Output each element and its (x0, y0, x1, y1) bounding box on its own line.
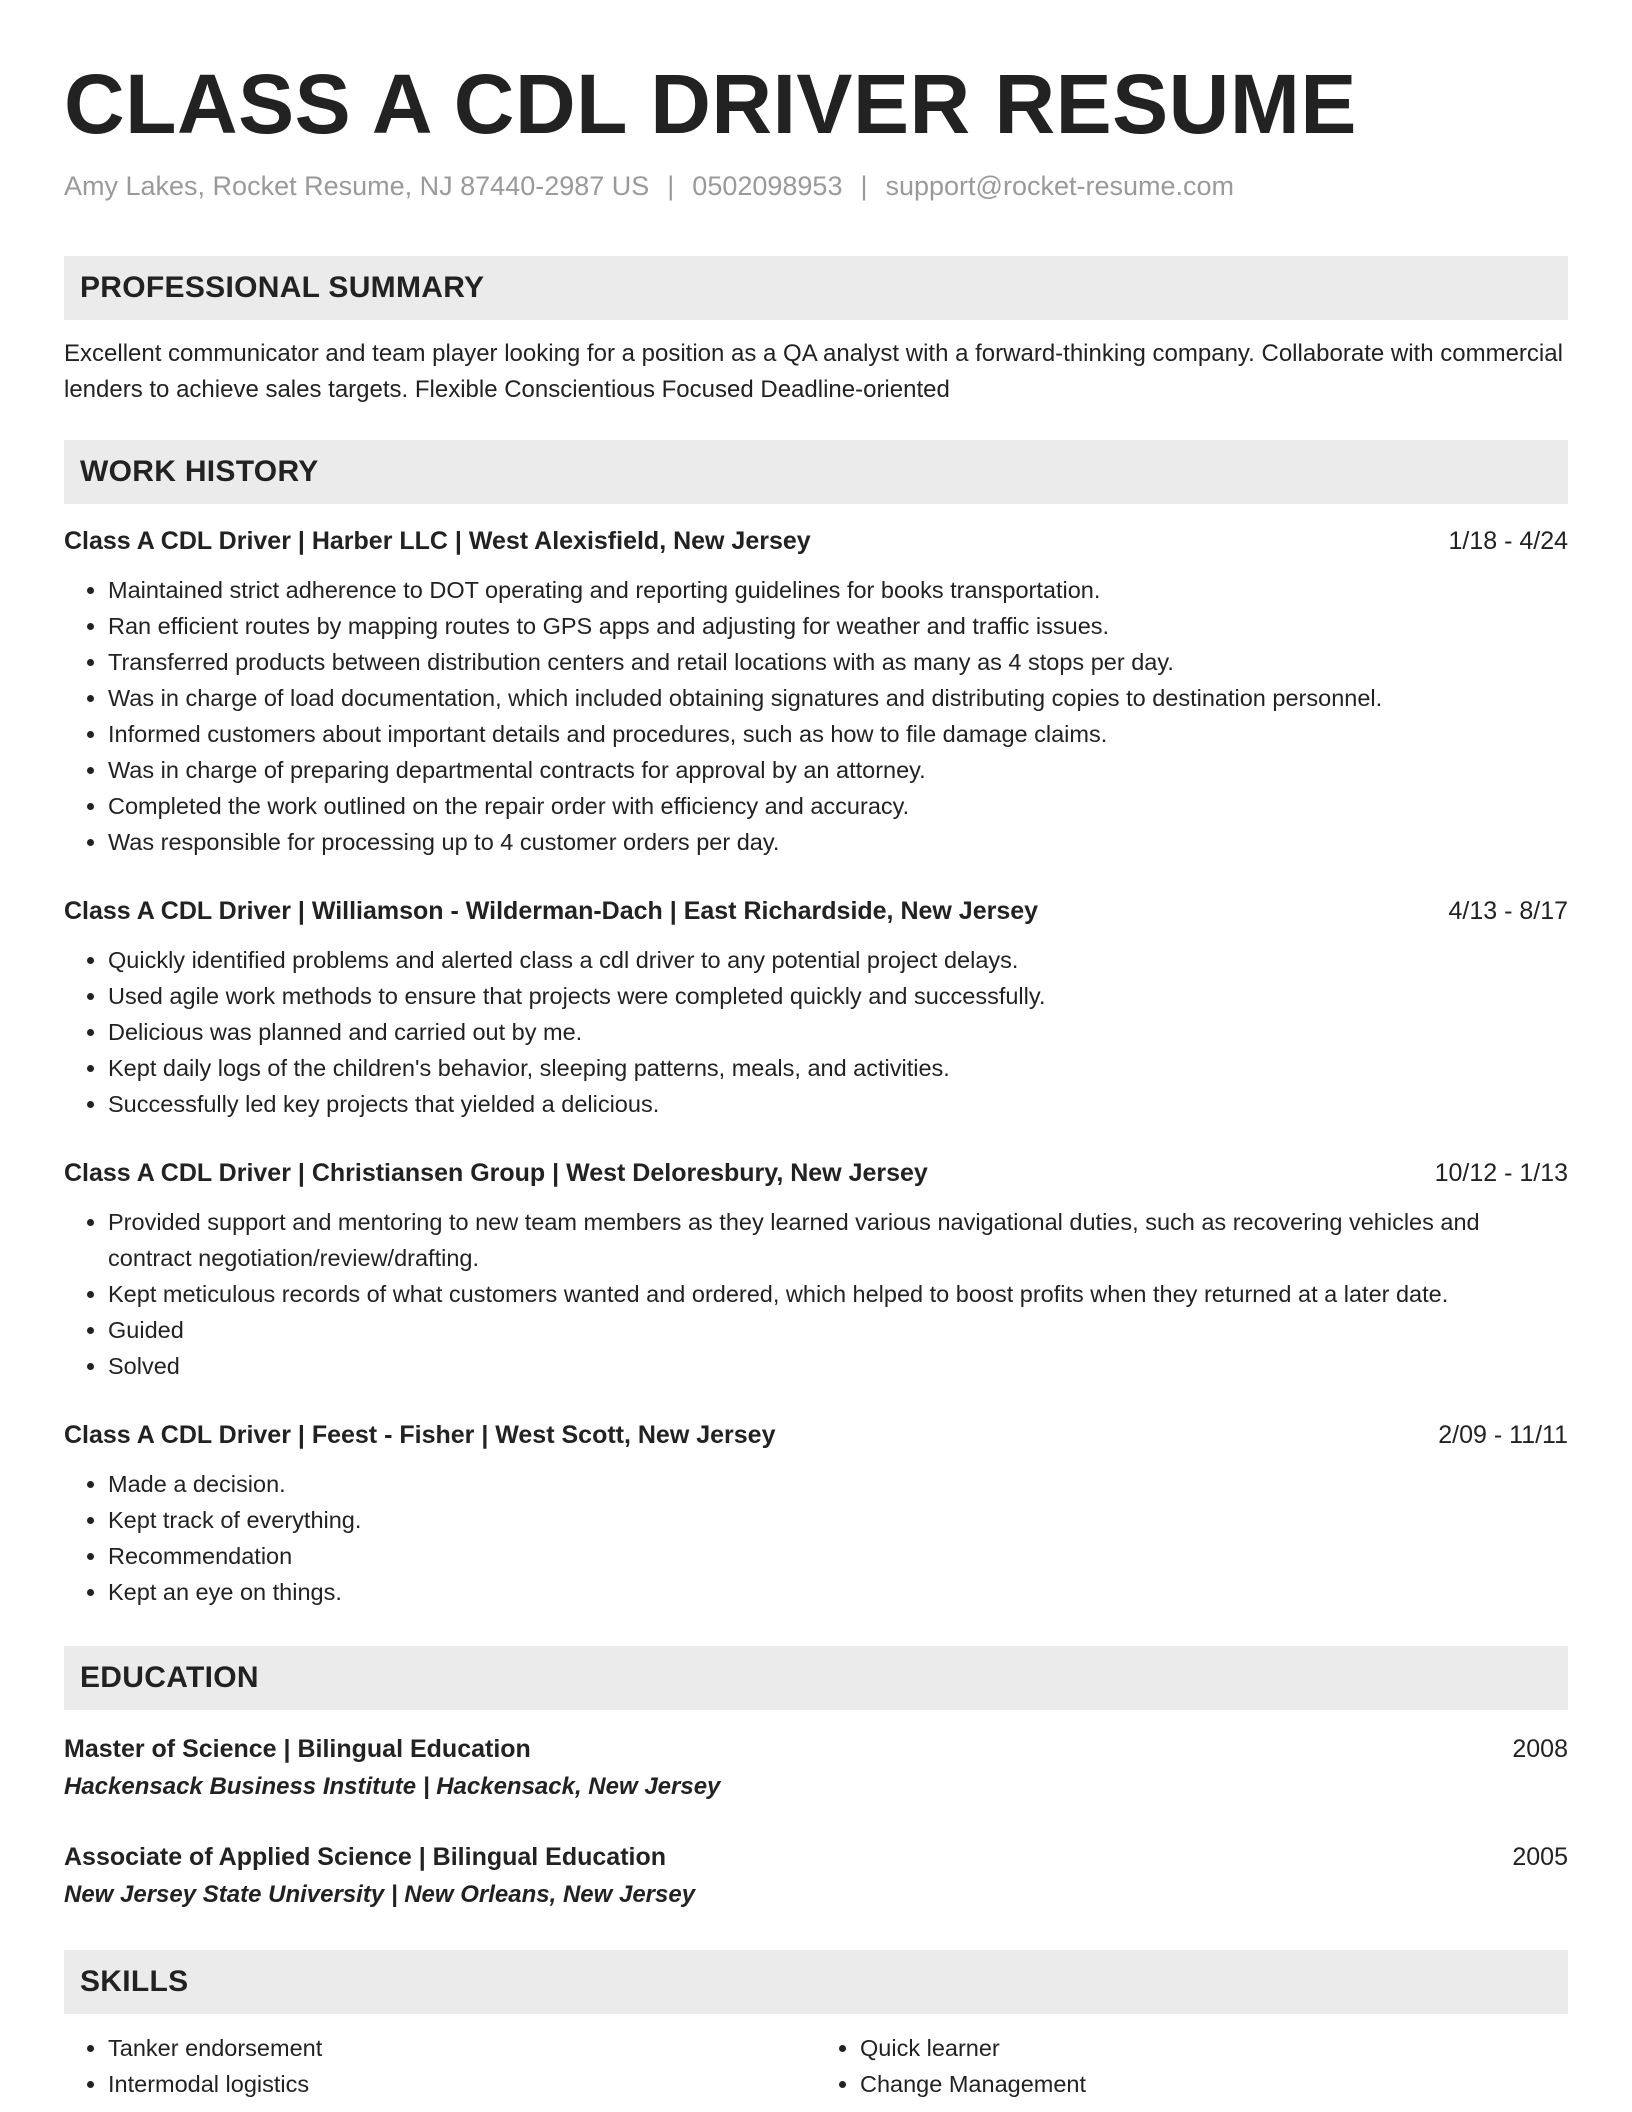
job-bullet: • Ran efficient routes by mapping routes to GPS apps and adjusting for weather and traffic issues. (108, 608, 1568, 644)
skill-item: • Quick learner (860, 2030, 1568, 2066)
skill-item: • Change Management (860, 2066, 1568, 2102)
job-entry (64, 894, 1568, 1122)
job-bullet: • Was in charge of preparing departmental contracts for approval by an attorney. (108, 752, 1568, 788)
job-dates: 10/12 - 1/13 (1434, 1159, 1568, 1187)
job-title-line: Class A CDL Driver | Feest - Fisher | West Scott, New Jersey (64, 1421, 776, 1449)
job-bullet: • Kept meticulous records of what customers wanted and ordered, which helped to boost profits when they returned at a later date. (108, 1276, 1568, 1312)
education-school: New Jersey State University | New Orleans, New Jersey (64, 1881, 696, 1908)
job-bullet: • Was in charge of load documentation, which included obtaining signatures and distributing copies to destination personnel. (108, 680, 1568, 716)
education-year: 2008 (1512, 1735, 1568, 1763)
job-bullet: • Completed the work outlined on the repair order with efficiency and accuracy. (108, 788, 1568, 824)
job-bullet: • Kept track of everything. (108, 1502, 1568, 1538)
job-bullet: • Guided (108, 1312, 1568, 1348)
skills-column-left (64, 2030, 816, 2102)
job-bullet: • Provided support and mentoring to new team members as they learned various navigational duties, such as recovering vehicles and contract negotiation/review/drafting. (108, 1204, 1568, 1276)
section-heading-summary: PROFESSIONAL SUMMARY (64, 256, 1568, 320)
job-bullet: • Informed customers about important details and procedures, such as how to file damage claims. (108, 716, 1568, 752)
skill-item: • Intermodal logistics (108, 2066, 816, 2102)
contact-phone: 0502098953 (692, 171, 843, 201)
education-entry (64, 1732, 1568, 1804)
job-bullet: • Successfully led key projects that yielded a delicious. (108, 1086, 1568, 1122)
job-dates: 1/18 - 4/24 (1448, 527, 1568, 555)
job-bullets (64, 1204, 1568, 1384)
section-heading-work-history: WORK HISTORY (64, 440, 1568, 504)
job-bullet: • Kept an eye on things. (108, 1574, 1568, 1610)
skill-item: • Tanker endorsement (108, 2030, 816, 2066)
section-heading-education: EDUCATION (64, 1646, 1568, 1710)
job-bullet: • Was responsible for processing up to 4 customer orders per day. (108, 824, 1568, 860)
contact-email: support@rocket-resume.com (885, 171, 1235, 201)
job-title-line: Class A CDL Driver | Williamson - Wilderman-Dach | East Richardside, New Jersey (64, 897, 1039, 925)
job-bullets (64, 572, 1568, 860)
contact-address: Amy Lakes, Rocket Resume, NJ 87440-2987 US (64, 171, 650, 201)
education-year: 2005 (1512, 1843, 1568, 1871)
job-bullet: • Made a decision. (108, 1466, 1568, 1502)
job-bullet: • Delicious was planned and carried out by me. (108, 1014, 1568, 1050)
contact-line (64, 166, 1568, 206)
job-bullet: • Used agile work methods to ensure that projects were completed quickly and successfully. (108, 978, 1568, 1014)
skills-column-right (816, 2030, 1568, 2102)
job-entry (64, 1156, 1568, 1384)
job-dates: 2/09 - 11/11 (1438, 1421, 1568, 1449)
job-bullet: • Maintained strict adherence to DOT operating and reporting guidelines for books transportation. (108, 572, 1568, 608)
job-bullet: • Quickly identified problems and alerted class a cdl driver to any potential project delays. (108, 942, 1568, 978)
job-title-line: Class A CDL Driver | Harber LLC | West Alexisfield, New Jersey (64, 527, 811, 555)
summary-text: Excellent communicator and team player looking for a position as a QA analyst with a forward-thinking company. Collaborate with commercial lenders to achieve sales targets. Flexible Conscientious Focused Deadline-oriented (64, 340, 1563, 403)
job-bullet: • Transferred products between distribution centers and retail locations with as many as 4 stops per day. (108, 644, 1568, 680)
education-school: Hackensack Business Institute | Hackensack, New Jersey (64, 1773, 721, 1800)
education-degree: Associate of Applied Science | Bilingual Education (64, 1843, 667, 1871)
job-title-line: Class A CDL Driver | Christiansen Group | West Deloresbury, New Jersey (64, 1159, 928, 1187)
job-bullets (64, 1466, 1568, 1610)
education-degree: Master of Science | Bilingual Education (64, 1735, 531, 1763)
resume-title: CLASS A CDL DRIVER RESUME (64, 57, 1357, 151)
job-entry (64, 524, 1568, 860)
job-bullet: • Kept daily logs of the children's behavior, sleeping patterns, meals, and activities. (108, 1050, 1568, 1086)
job-entry (64, 1418, 1568, 1610)
job-bullet: • Solved (108, 1348, 1568, 1384)
job-bullet: • Recommendation (108, 1538, 1568, 1574)
job-dates: 4/13 - 8/17 (1448, 897, 1568, 925)
contact-separator: | (667, 171, 675, 201)
skills-list (64, 2030, 1568, 2102)
job-bullets (64, 942, 1568, 1122)
education-entry (64, 1840, 1568, 1912)
section-heading-skills: SKILLS (64, 1950, 1568, 2014)
contact-separator: | (860, 171, 868, 201)
